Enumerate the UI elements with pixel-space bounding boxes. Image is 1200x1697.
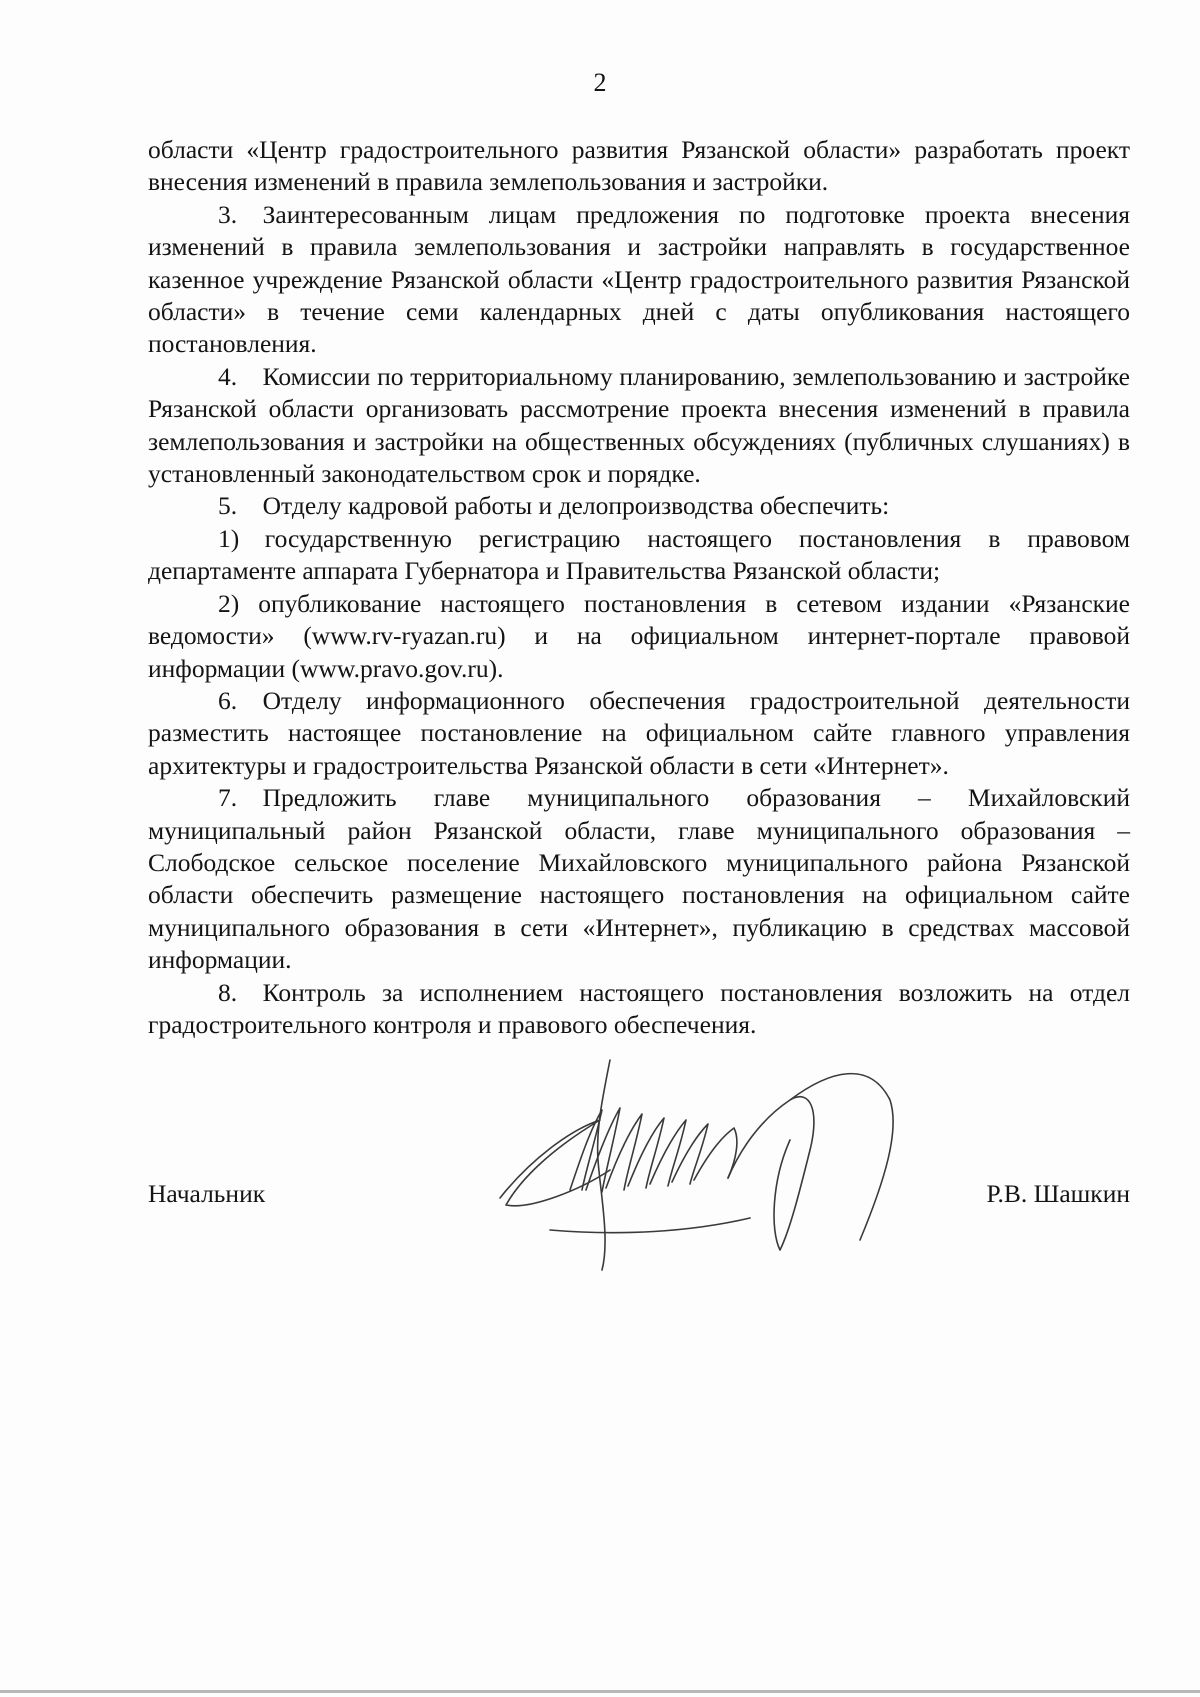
paragraph-item-7: 7. Предложить главе муниципального образования – Михайловский муниципальный район Рязанской области, главе муниципального образования – Слободское сельское поселение Михайловского муниципального района Рязанской области обеспечить размещение настоящего постановления на официальном сайте муниципального образования в сети «Интернет», публикацию в средствах массовой информации. [148, 783, 1130, 975]
handwritten-signature [490, 1040, 940, 1290]
paragraph-item-5: 5. Отделу кадровой работы и делопроизводства обеспечить: [218, 491, 890, 521]
paragraph-item-8: 8. Контроль за исполнением настоящего постановления возложить на отдел градостроительного контроля и правового обеспечения. [148, 977, 1130, 1039]
signatory-position: Начальник [148, 1179, 266, 1208]
signatory-name: Р.В. Шашкин [986, 1179, 1130, 1208]
document-body [148, 134, 1130, 1041]
signature-block [148, 1177, 1130, 1211]
paragraph-continuation: области «Центр градостроительного развития Рязанской области» разработать проект внесения изменений в правила землепользования и застройки. [148, 135, 1130, 197]
page-number: 2 [593, 68, 607, 97]
paragraph-item-6: 6. Отделу информационного обеспечения градостроительной деятельности разместить настоящее постановление на официальном сайте главного управления архитектуры и градостроительства Рязанской области в сети «Интернет». [148, 685, 1130, 780]
paragraph-subitem-1: 1) государственную регистрацию настоящего постановления в правовом департаменте аппарата Губернатора и Правительства Рязанской области; [148, 523, 1130, 586]
paragraph-item-4: 4. Комиссии по территориальному планированию, землепользованию и застройке Рязанской области организовать рассмотрение проекта внесения изменений в правила землепользования и застройки на общественных обсуждениях (публичных слушаниях) в установленный законодательством срок и порядке. [148, 361, 1130, 489]
scan-edge-divider [0, 1690, 1200, 1693]
paragraph-subitem-2: 2) опубликование настоящего постановления в сетевом издании «Рязанские ведомости» (www.rv-ryazan.ru) и на официальном интернет-портале правовой информации (www.pravo.gov.ru). [148, 588, 1130, 683]
paragraph-item-3: 3. Заинтересованным лицам предложения по подготовке проекта внесения изменений в правила землепользования и застройки направлять в государственное казенное учреждение Рязанской области «Центр градостроительного развития Рязанской области» в течение семи календарных дней с даты опубликования настоящего постановления. [148, 199, 1130, 359]
